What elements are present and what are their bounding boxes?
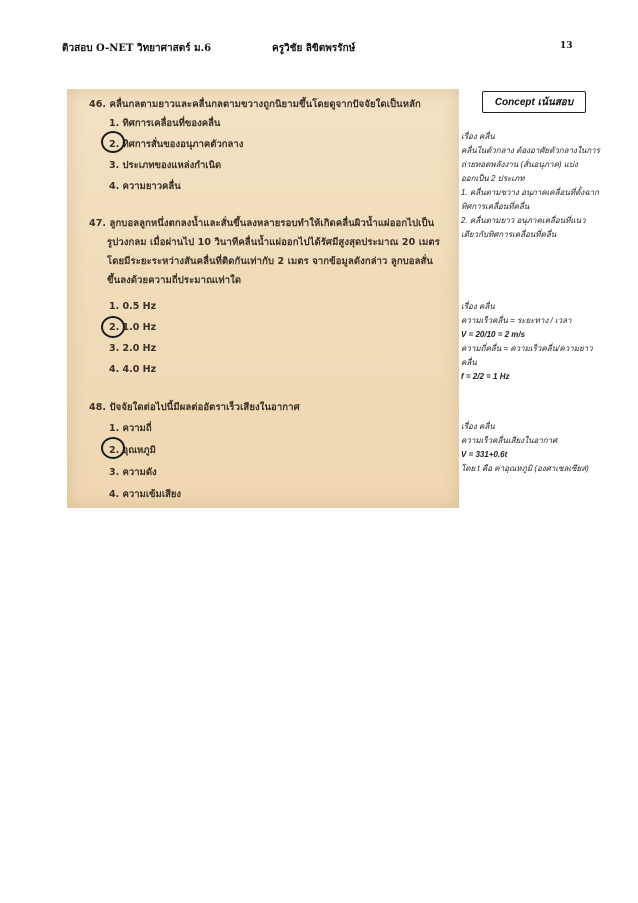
answer-circle-q46 — [101, 131, 125, 153]
note-formula: V = 20/10 = 2 m/s — [461, 330, 526, 339]
question-46-option-2: 2. ทิศการสั่นของอนุภาคตัวกลาง — [109, 139, 244, 150]
note-line: คลื่นในตัวกลาง ต้องอาศัยตัวกลางในการ — [461, 146, 600, 155]
note-line: ความเร็วคลื่น = ระยะทาง / เวลา — [461, 316, 572, 325]
note-line: โดย t คือ ค่าอุณหภูมิ (องศาเซลเซียส) — [461, 464, 589, 473]
note-formula: f = 2/2 = 1 Hz — [461, 372, 510, 381]
note-line: 2. คลื่นตามยาว อนุภาคเคลื่อนที่แนว — [461, 216, 586, 225]
question-48-option-1: 1. ความถี่ — [109, 423, 152, 434]
concept-heading-box — [482, 91, 586, 113]
note-line: เดียวกับทิศการเคลื่อนที่คลื่น — [461, 230, 557, 239]
note-line: ถ่ายทอดพลังงาน (สั่นอนุภาค) แบ่ง — [461, 160, 578, 169]
document-header-author: ครูวิชัย ลิขิตพรรักษ์ — [272, 43, 356, 54]
concept-note-sound-speed — [461, 420, 631, 476]
note-line: เรื่อง คลื่น — [461, 132, 495, 141]
question-46-option-3: 3. ประเภทของแหล่งกำเนิด — [109, 160, 222, 171]
note-line: ความถี่คลื่น = ความเร็วคลื่น/ความยาว — [461, 344, 593, 353]
page-number: 13 — [560, 41, 573, 51]
question-48-text: 48. ปัจจัยใดต่อไปนี้มีผลต่ออัตราเร็วเสียงในอากาศ — [89, 402, 300, 413]
question-48-option-3: 3. ความดัง — [109, 467, 157, 478]
concept-heading: Concept เน้นสอบ — [494, 96, 574, 108]
question-46-option-1: 1. ทิศการเคลื่อนที่ของคลื่น — [109, 118, 221, 129]
note-formula: V = 331+0.6t — [461, 450, 508, 459]
note-line: เรื่อง คลื่น — [461, 302, 495, 311]
note-line: ออกเป็น 2 ประเภท — [461, 174, 525, 183]
answer-circle-q47 — [101, 316, 125, 338]
note-line: 1. คลื่นตามขวาง อนุภาคเคลื่อนที่ตั้งฉาก — [461, 188, 599, 197]
question-48-option-4: 4. ความเข้มเสียง — [109, 489, 182, 500]
answer-circle-q48 — [101, 437, 125, 459]
note-line: ความเร็วคลื่นเสียงในอากาศ — [461, 436, 558, 445]
question-47-option-1: 1. 0.5 Hz — [109, 301, 157, 312]
question-46-option-4: 4. ความยาวคลื่น — [109, 181, 181, 192]
note-line: เรื่อง คลื่น — [461, 422, 495, 431]
question-47-option-3: 3. 2.0 Hz — [109, 343, 157, 354]
note-line: ทิศการเคลื่อนที่คลื่น — [461, 202, 530, 211]
question-47-text-line-4: ขึ้นลงด้วยความถี่ประมาณเท่าใด — [107, 275, 242, 286]
question-47-text-line-1: 47. ลูกบอลลูกหนึ่งตกลงน้ำและสั่นขึ้นลงหลายรอบทำให้เกิดคลื่นผิวน้ำแผ่ออกไปเป็น — [89, 218, 435, 229]
concept-note-wave-speed — [461, 300, 631, 384]
question-47-option-4: 4. 4.0 Hz — [109, 364, 157, 375]
scanned-exam-image — [67, 89, 459, 508]
question-47-option-2: 2. 1.0 Hz — [109, 322, 157, 333]
question-47-text-line-3: โดยมีระยะระหว่างสันคลื่นที่ติดกันเท่ากับ 2 เมตร จากข้อมูลดังกล่าว ลูกบอลสั่น — [107, 256, 434, 267]
question-47-text-line-2: รูปวงกลม เมื่อผ่านไป 10 วินาทีคลื่นน้ำแผ่ออกไปได้รัศมีสูงสุดประมาณ 20 เมตร — [107, 237, 440, 248]
question-48-option-2: 2. อุณหภูมิ — [109, 445, 156, 456]
note-line: คลื่น — [461, 358, 477, 367]
question-46-text: 46. คลื่นกลตามยาวและคลื่นกลตามขวางถูกนิยามขึ้นโดยดูจากปัจจัยใดเป็นหลัก — [89, 99, 421, 110]
concept-note-wave-types — [461, 130, 631, 242]
document-header-title: ติวสอบ O-NET วิทยาศาสตร์ ม.6 — [62, 43, 212, 54]
